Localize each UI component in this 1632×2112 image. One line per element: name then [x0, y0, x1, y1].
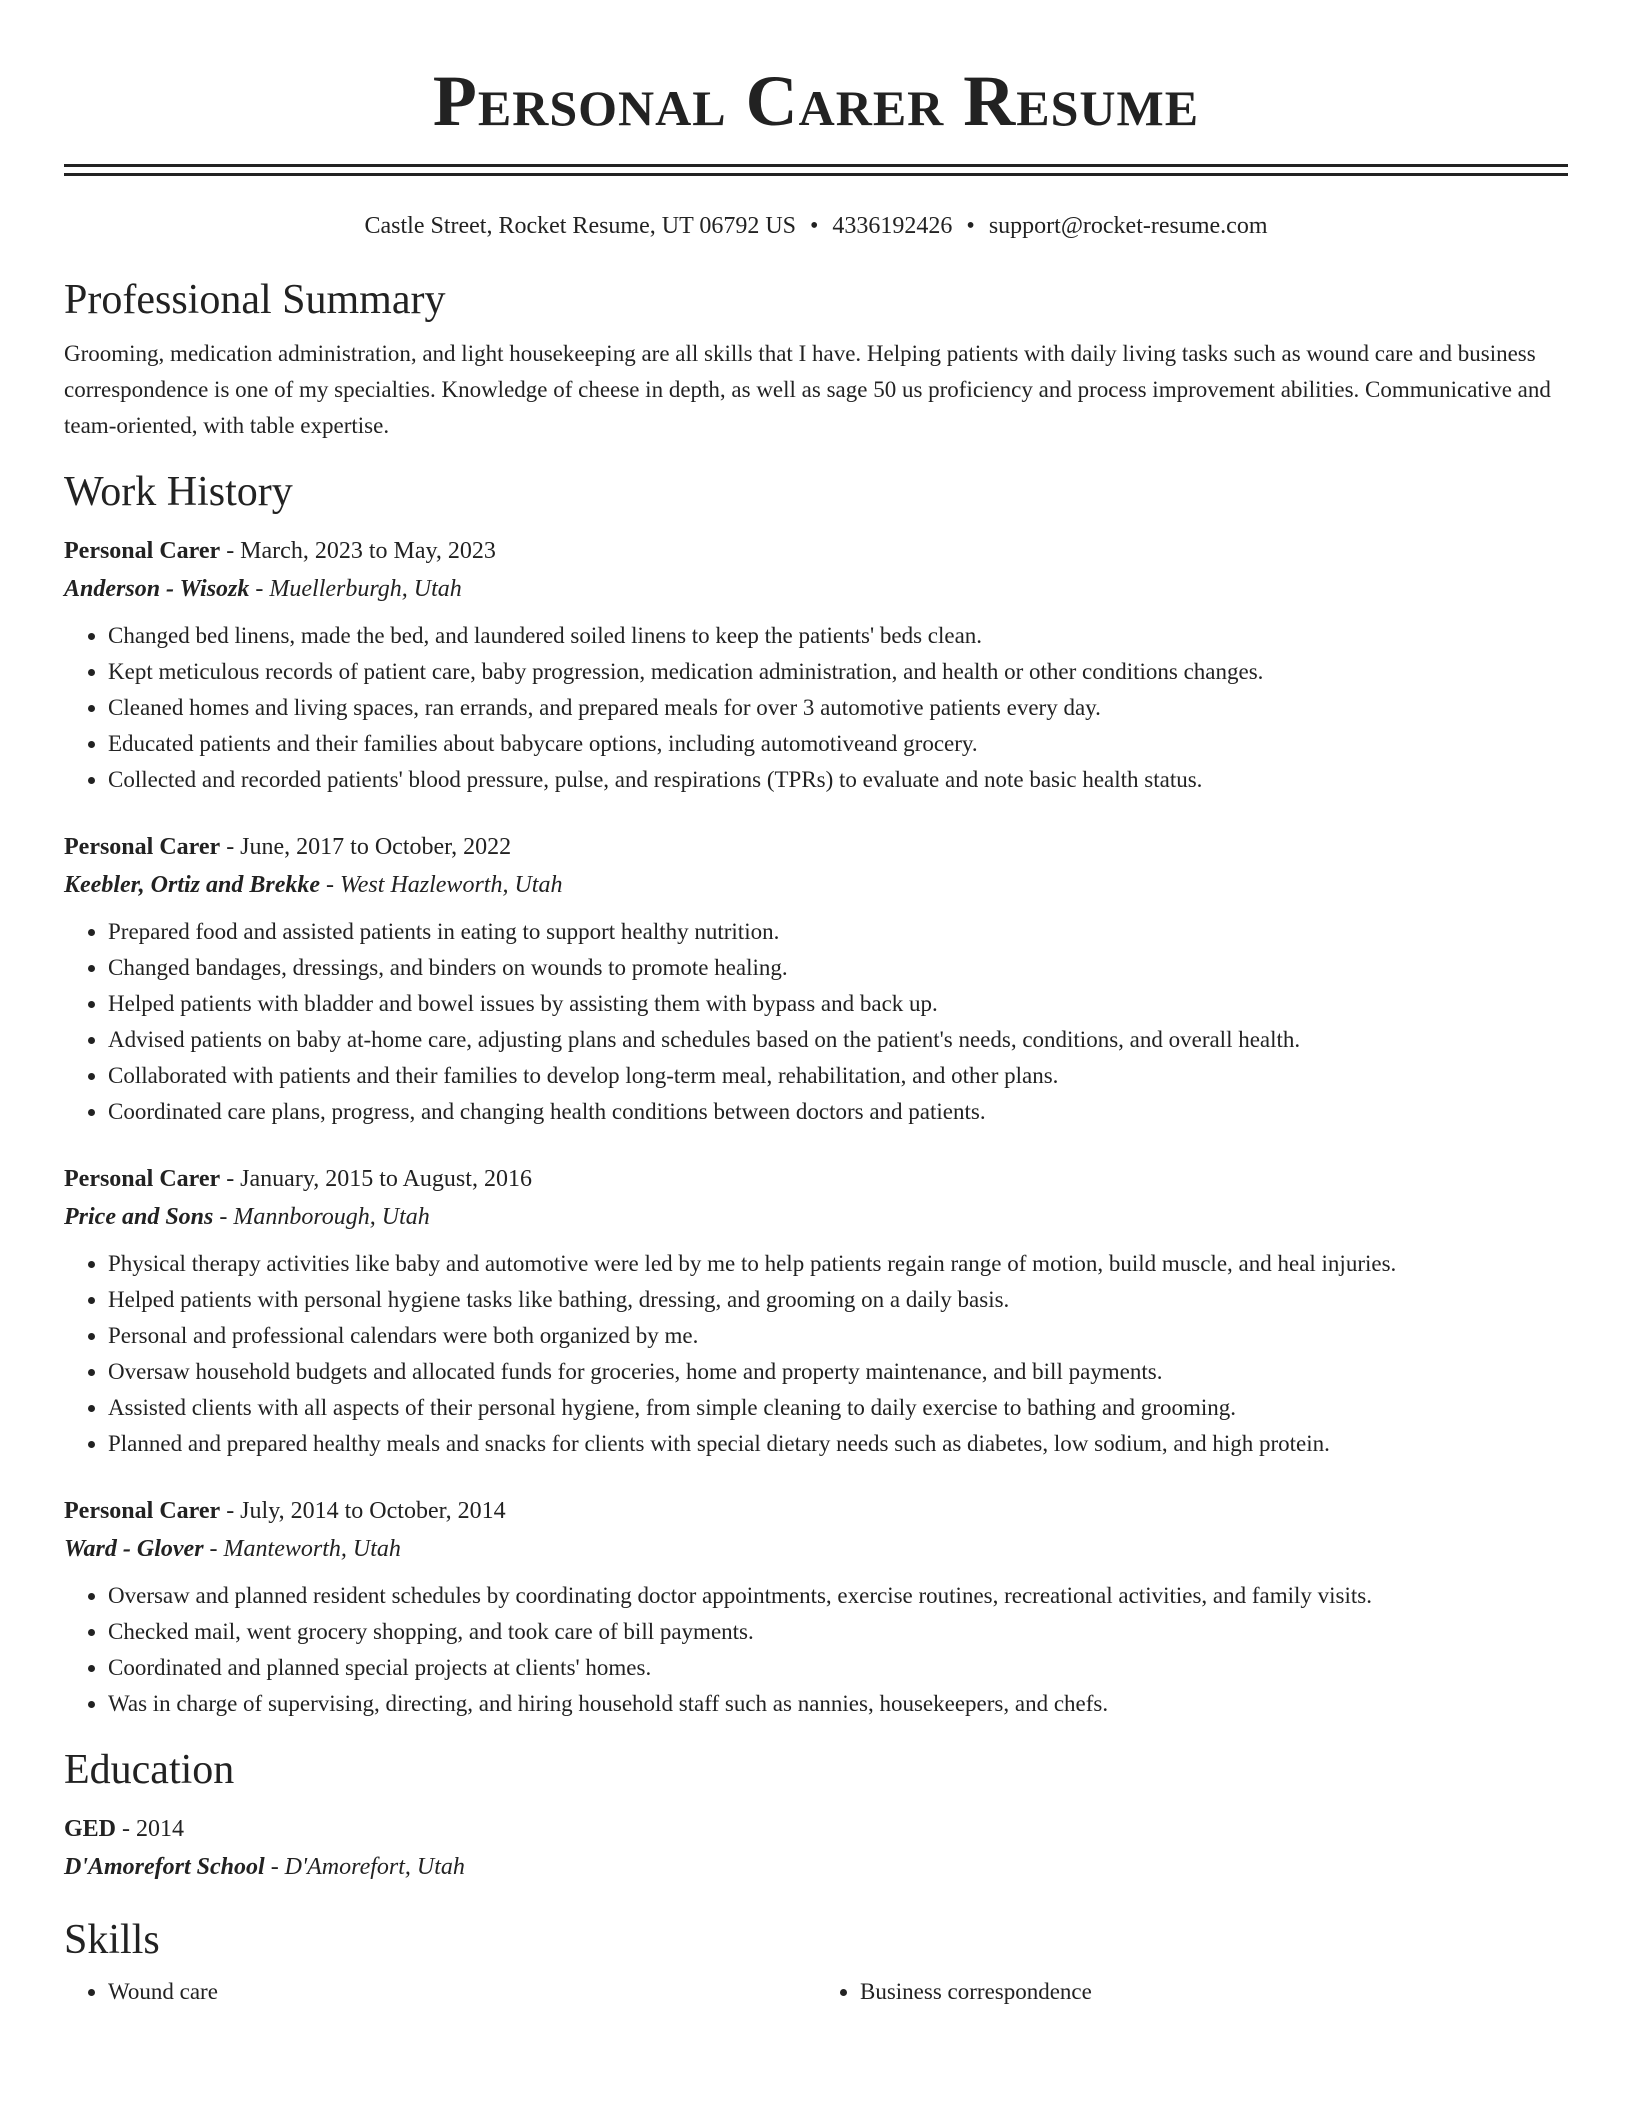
- skill-item: • Business correspondence: [860, 1974, 1568, 2010]
- job-dates: - January, 2015 to August, 2016: [220, 1166, 532, 1192]
- job-duty-item: • Oversaw and planned resident schedules by coordinating doctor appointments, exercise routines, recreational activities, and family visits.: [108, 1578, 1568, 1614]
- job-duty-item: • Collected and recorded patients' blood pressure, pulse, and respirations (TPRs) to evaluate and note basic health status.: [108, 762, 1568, 798]
- job-company-line: [64, 1198, 1568, 1236]
- job-duty-item: • Kept meticulous records of patient care, baby progression, medication administration, and health or other conditions changes.: [108, 654, 1568, 690]
- work-history-heading: Work History: [64, 469, 293, 515]
- education-heading: Education: [64, 1747, 235, 1793]
- job-dates: - March, 2023 to May, 2023: [220, 538, 496, 564]
- job-duty-item: • Personal and professional calendars were both organized by me.: [108, 1318, 1568, 1354]
- job-company-line: [64, 570, 1568, 608]
- job-company: Ward - Glover: [64, 1536, 204, 1562]
- job-duty-item: • Cleaned homes and living spaces, ran errands, and prepared meals for over 3 automotive patients every day.: [108, 690, 1568, 726]
- job-duties-list: [64, 618, 1568, 798]
- job-entry: [64, 532, 1568, 798]
- contact-email: support@rocket-resume.com: [988, 213, 1268, 239]
- job-duty-item: • Collaborated with patients and their families to develop long-term meal, rehabilitation, and other plans.: [108, 1058, 1568, 1094]
- job-entry: [64, 1492, 1568, 1722]
- job-duties-list: [64, 1246, 1568, 1462]
- job-duty-item: • Planned and prepared healthy meals and snacks for clients with special dietary needs such as diabetes, low sodium, and high protein.: [108, 1426, 1568, 1462]
- job-duties-list: [64, 1578, 1568, 1722]
- contact-line: [64, 210, 1568, 242]
- job-duty-item: • Changed bandages, dressings, and binders on wounds to promote healing.: [108, 950, 1568, 986]
- contact-separator: •: [966, 213, 975, 239]
- job-duty-item: • Oversaw household budgets and allocated funds for groceries, home and property maintenance, and bill payments.: [108, 1354, 1568, 1390]
- job-entry: [64, 1160, 1568, 1462]
- skills-column-left: [64, 1974, 816, 2010]
- job-duties-list: [64, 914, 1568, 1130]
- contact-address: Castle Street, Rocket Resume, UT 06792 US: [364, 213, 796, 239]
- job-company: Anderson - Wisozk: [64, 576, 250, 602]
- skills-list: [64, 1974, 1568, 2010]
- job-location: - Mannborough, Utah: [213, 1204, 430, 1230]
- skill-item: • Wound care: [108, 1974, 816, 2010]
- job-title: Personal Carer: [64, 1166, 221, 1192]
- job-title-line: [64, 828, 1568, 866]
- resume-title: Personal Carer Resume: [432, 61, 1200, 141]
- job-title: Personal Carer: [64, 834, 221, 860]
- job-duty-item: • Was in charge of supervising, directing, and hiring household staff such as nannies, housekeepers, and chefs.: [108, 1686, 1568, 1722]
- resume-page: [64, 0, 1568, 2010]
- summary-text: Grooming, medication administration, and light housekeeping are all skills that I have. Helping patients with daily living tasks such as wound care and business correspondence is one of my specialties. Knowledge of cheese in depth, as well as sage 50 us proficiency and process improvement abilities. Communicative and team-oriented, with table expertise.: [64, 341, 1551, 438]
- job-entry: [64, 828, 1568, 1130]
- skills-column-right: [816, 1974, 1568, 2010]
- work-history-list: [64, 532, 1568, 1722]
- contact-phone: 4336192426: [832, 213, 953, 239]
- job-company: Price and Sons: [64, 1204, 214, 1230]
- education-school-line: [64, 1848, 1568, 1886]
- education-degree: GED: [64, 1816, 117, 1842]
- job-duty-item: • Changed bed linens, made the bed, and laundered soiled linens to keep the patients' beds clean.: [108, 618, 1568, 654]
- job-company: Keebler, Ortiz and Brekke: [64, 872, 320, 898]
- job-company-line: [64, 1530, 1568, 1568]
- skills-heading: Skills: [64, 1917, 160, 1963]
- job-duty-item: • Coordinated and planned special projects at clients' homes.: [108, 1650, 1568, 1686]
- education-location: - D'Amorefort, Utah: [264, 1854, 465, 1880]
- job-duty-item: • Advised patients on baby at-home care, adjusting plans and schedules based on the patient's needs, conditions, and overall health.: [108, 1022, 1568, 1058]
- contact-separator: •: [810, 213, 819, 239]
- job-title: Personal Carer: [64, 1498, 221, 1524]
- job-location: - West Hazleworth, Utah: [320, 872, 563, 898]
- job-duty-item: • Assisted clients with all aspects of their personal hygiene, from simple cleaning to daily exercise to bathing and grooming.: [108, 1390, 1568, 1426]
- job-title-line: [64, 532, 1568, 570]
- job-duty-item: • Helped patients with personal hygiene tasks like bathing, dressing, and grooming on a daily basis.: [108, 1282, 1568, 1318]
- education-school: D'Amorefort School: [64, 1854, 265, 1880]
- education-year: - 2014: [116, 1816, 185, 1842]
- education-degree-line: [64, 1810, 1568, 1848]
- job-title-line: [64, 1160, 1568, 1198]
- job-duty-item: • Helped patients with bladder and bowel issues by assisting them with bypass and back up.: [108, 986, 1568, 1022]
- job-location: - Muellerburgh, Utah: [249, 576, 462, 602]
- job-company-line: [64, 866, 1568, 904]
- title-divider-bottom: [64, 173, 1568, 176]
- job-title: Personal Carer: [64, 538, 221, 564]
- job-duty-item: • Coordinated care plans, progress, and changing health conditions between doctors and patients.: [108, 1094, 1568, 1130]
- job-duty-item: • Educated patients and their families about babycare options, including automotiveand grocery.: [108, 726, 1568, 762]
- job-duty-item: • Prepared food and assisted patients in eating to support healthy nutrition.: [108, 914, 1568, 950]
- job-location: - Manteworth, Utah: [203, 1536, 401, 1562]
- title-divider-top: [64, 164, 1568, 167]
- job-title-line: [64, 1492, 1568, 1530]
- summary-heading: Professional Summary: [64, 277, 446, 323]
- job-dates: - July, 2014 to October, 2014: [220, 1498, 506, 1524]
- job-dates: - June, 2017 to October, 2022: [220, 834, 512, 860]
- job-duty-item: • Checked mail, went grocery shopping, and took care of bill payments.: [108, 1614, 1568, 1650]
- job-duty-item: • Physical therapy activities like baby and automotive were led by me to help patients regain range of motion, build muscle, and heal injuries.: [108, 1246, 1568, 1282]
